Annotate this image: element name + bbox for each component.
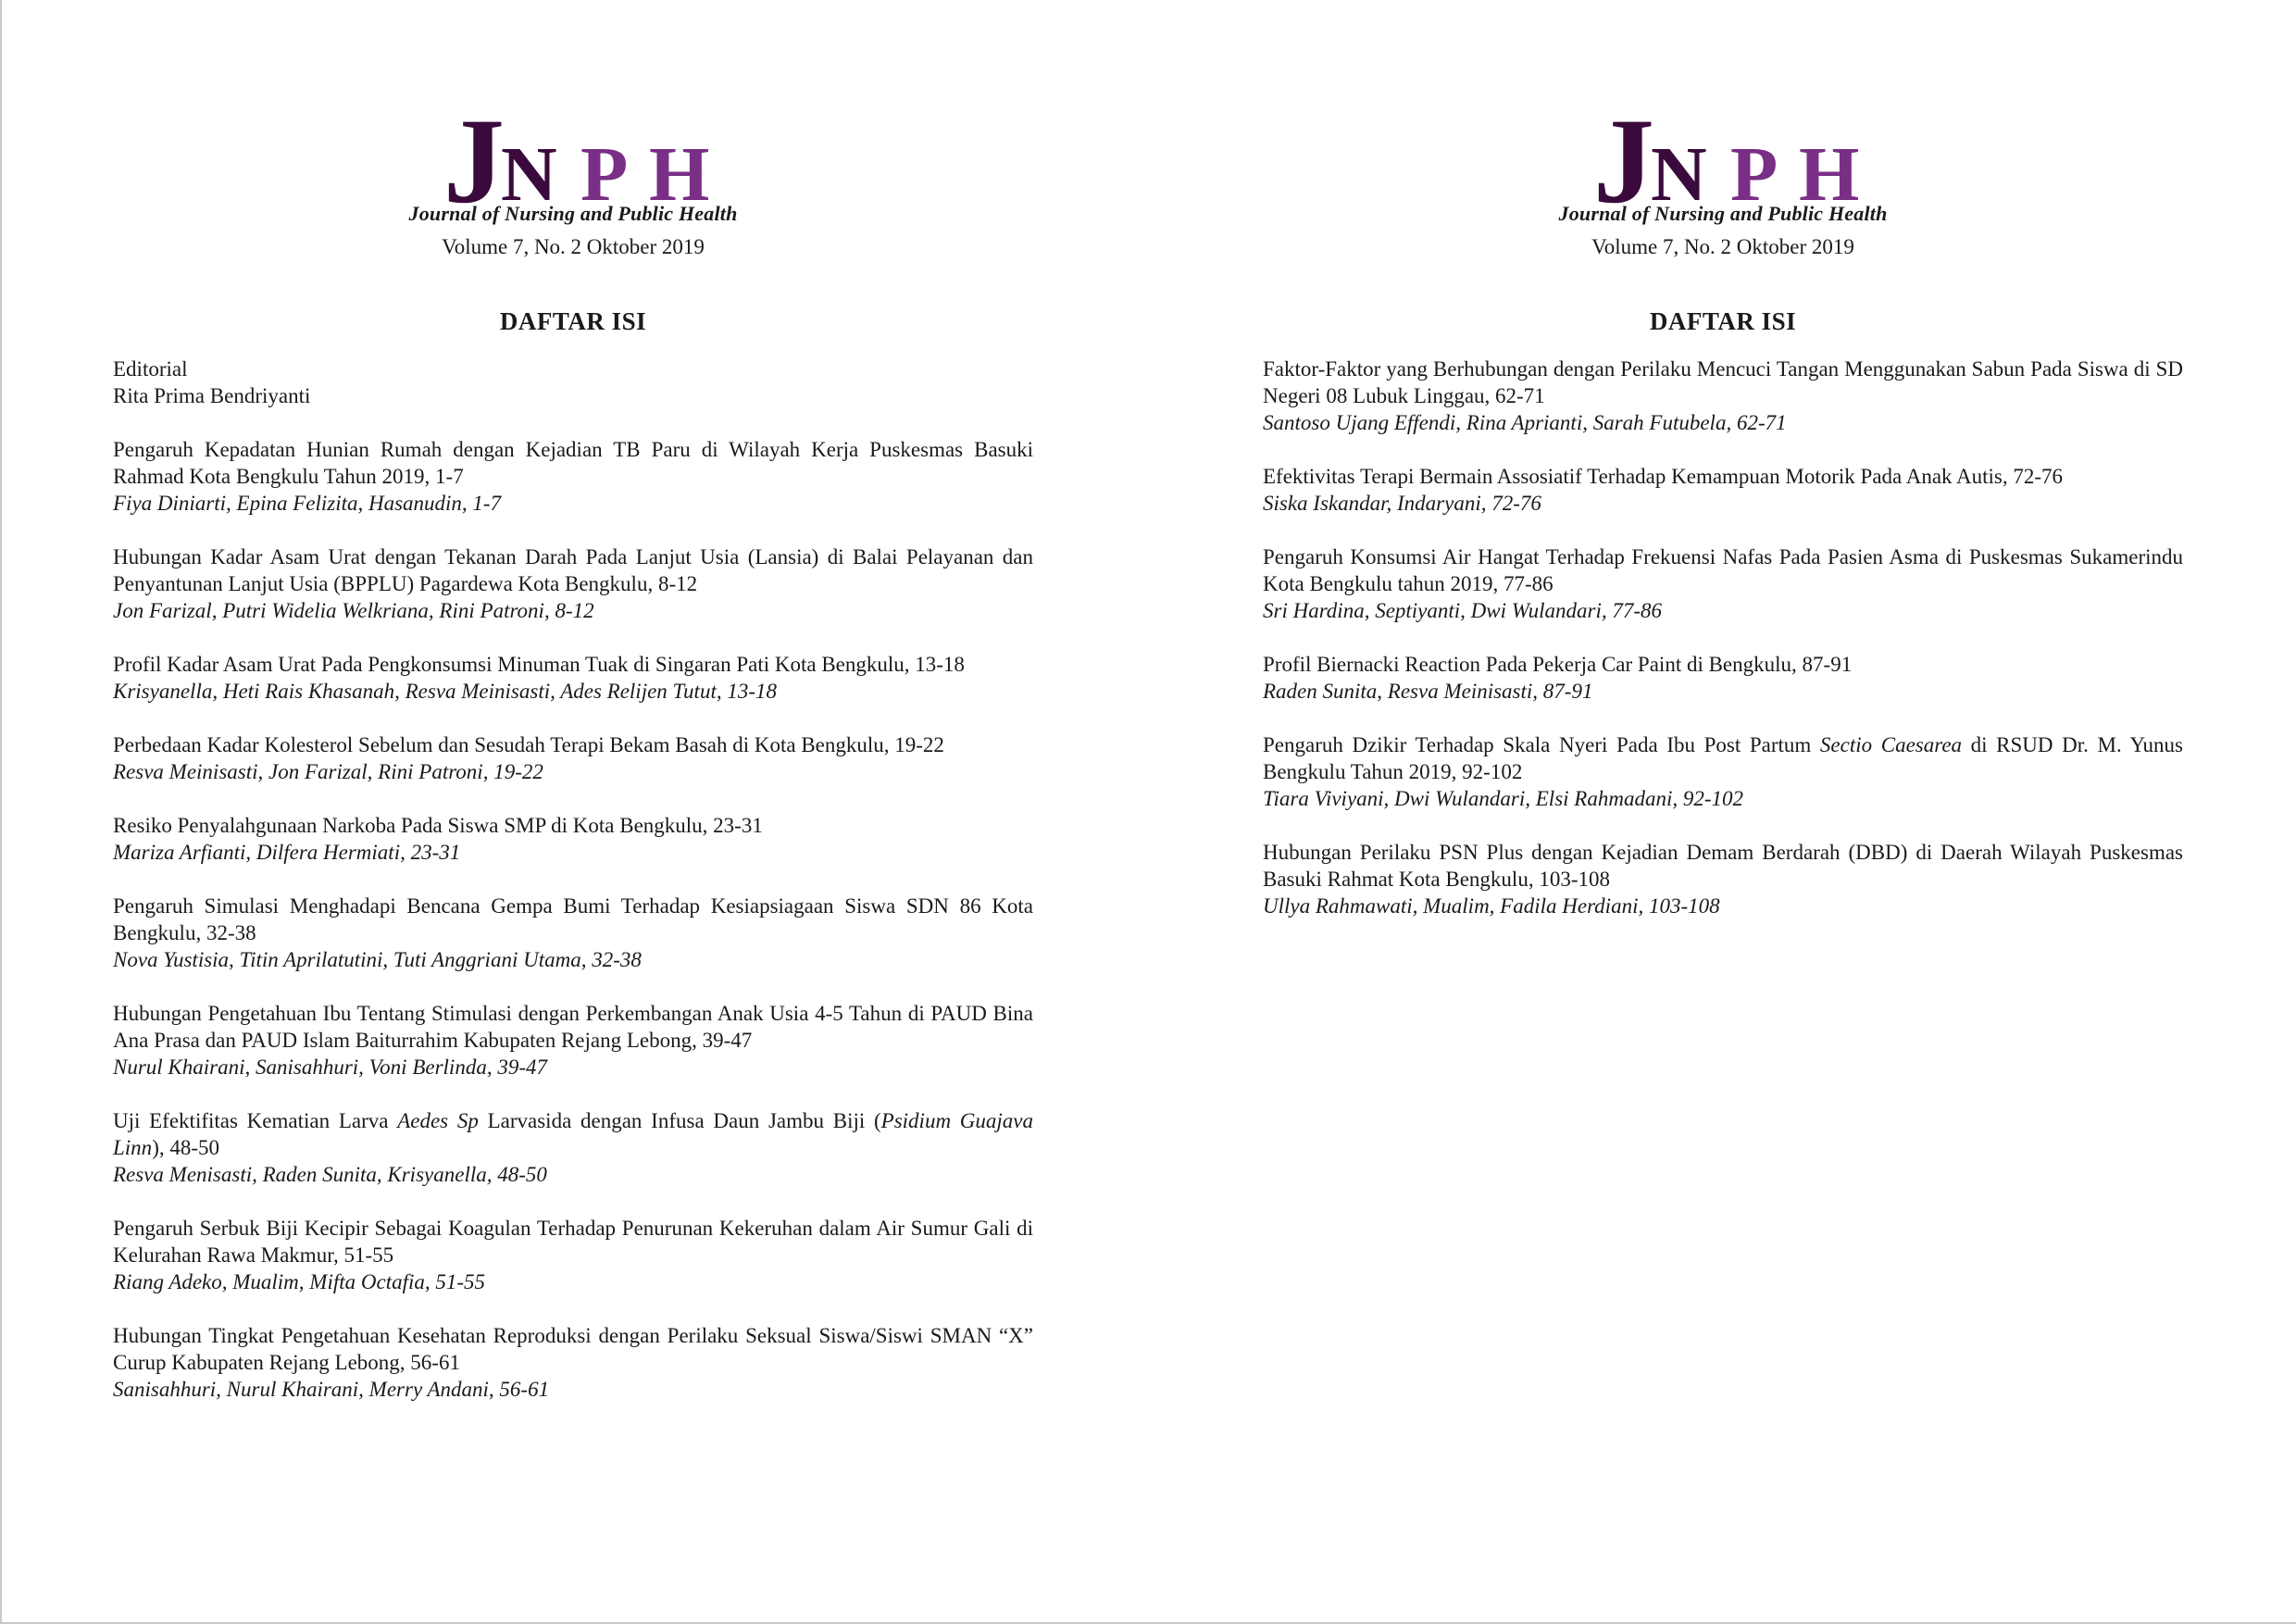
article-authors: Resva Meinisasti, Jon Farizal, Rini Patroni, 19-22 [113,760,543,783]
article-title: Editorial [113,357,188,381]
article-title [1263,731,2183,785]
article-authors: Nurul Khairani, Sanisahhuri, Voni Berlinda, 39-47 [113,1056,547,1079]
article-title: Hubungan Perilaku PSN Plus dengan Kejadian Demam Berdarah (DBD) di Daerah Wilayah Puskesmas Basuki Rahmat Kota Bengkulu, 103-108 [1263,841,2183,891]
masthead [1263,111,2183,269]
journal-name: Journal of Nursing and Public Health [408,202,738,225]
masthead [113,111,1033,269]
toc-entry [1263,463,2183,517]
toc-title: DAFTAR ISI [499,307,647,335]
article-authors: Mariza Arfianti, Dilfera Hermiati, 23-31 [113,841,461,864]
toc-entry [113,731,1033,785]
toc-entry [1263,356,2183,436]
left-page [113,0,1033,1624]
article-title: Faktor-Faktor yang Berhubungan dengan Perilaku Mencuci Tangan Menggunakan Sabun Pada Siswa di SD Negeri 08 Lubuk Linggau, 62-71 [1263,357,2183,407]
article-authors: Sri Hardina, Septiyanti, Dwi Wulandari, 77-86 [1263,599,1663,622]
scientific-name: Sectio Caesarea [1819,733,1963,756]
toc-entry [113,812,1033,866]
toc-list-right [1263,356,2183,946]
svg-text:J: J [443,111,505,213]
title-text: ), 48-50 [152,1136,220,1159]
toc-entry [1263,651,2183,705]
article-title: Pengaruh Simulasi Menghadapi Bencana Gempa Bumi Terhadap Kesiapsiagaan Siswa SDN 86 Kota Bengkulu, 32-38 [113,894,1033,944]
svg-text:J: J [1593,111,1654,213]
journal-logo [1510,111,1936,269]
article-title: Profil Kadar Asam Urat Pada Pengkonsumsi Minuman Tuak di Singaran Pati Kota Bengkulu, 13-18 [113,653,965,676]
article-authors: Krisyanella, Heti Rais Khasanah, Resva Meinisasti, Ades Relijen Tutut, 13-18 [113,680,777,703]
article-authors: Jon Farizal, Putri Widelia Welkriana, Rini Patroni, 8-12 [113,599,594,622]
article-title: Pengaruh Kepadatan Hunian Rumah dengan Kejadian TB Paru di Wilayah Kerja Puskesmas Basuki Rahmad Kota Bengkulu Tahun 2019, 1-7 [113,438,1033,488]
article-authors: Raden Sunita, Resva Meinisasti, 87-91 [1263,680,1593,703]
article-authors: Riang Adeko, Mualim, Mifta Octafia, 51-55 [113,1270,486,1293]
toc-entry [113,543,1033,624]
article-title: Profil Biernacki Reaction Pada Pekerja Car Paint di Bengkulu, 87-91 [1263,653,1853,676]
journal-logo [360,111,786,269]
right-page [1263,0,2183,1624]
svg-text:P: P [580,131,629,213]
article-authors: Sanisahhuri, Nurul Khairani, Merry Andani, 56-61 [113,1378,550,1401]
svg-text:N: N [1651,131,1707,213]
toc-entry [113,436,1033,517]
toc-entry [113,1322,1033,1403]
volume-info: Volume 7, No. 2 Oktober 2019 [1591,235,1854,258]
article-authors: Ullya Rahmawati, Mualim, Fadila Herdiani, 103-108 [1263,894,1720,918]
journal-name: Journal of Nursing and Public Health [1558,202,1888,225]
article-title: Perbedaan Kadar Kolesterol Sebelum dan Sesudah Terapi Bekam Basah di Kota Bengkulu, 19-22 [113,733,944,756]
title-text: di RSUD Dr. M. Yunus Bengkulu Tahun 2019, 92-102 [1263,733,2183,783]
article-title: Resiko Penyalahgunaan Narkoba Pada Siswa SMP di Kota Bengkulu, 23-31 [113,814,763,837]
toc-entry [113,1000,1033,1081]
svg-text:N: N [501,131,557,213]
toc-list-left [113,356,1033,1430]
article-title: Pengaruh Konsumsi Air Hangat Terhadap Frekuensi Nafas Pada Pasien Asma di Puskesmas Sukamerindu Kota Bengkulu tahun 2019, 77-86 [1263,545,2183,595]
article-title [113,1107,1033,1161]
svg-text:H: H [649,131,710,213]
toc-entry [113,1215,1033,1295]
jnph-logo-icon [416,111,749,213]
title-text: Larvasida dengan Infusa Daun Jambu Biji ( [478,1109,881,1132]
scientific-name: Psidium Guajava Linn [113,1109,1034,1159]
article-authors: Siska Iskandar, Indaryani, 72-76 [1263,492,1541,515]
title-text: Pengaruh Dzikir Terhadap Skala Nyeri Pada Ibu Post Partum [1263,733,1820,756]
article-authors: Santoso Ujang Effendi, Rina Aprianti, Sarah Futubela, 62-71 [1263,411,1787,434]
article-authors: Resva Menisasti, Raden Sunita, Krisyanella, 48-50 [113,1163,547,1186]
article-title: Hubungan Kadar Asam Urat dengan Tekanan Darah Pada Lanjut Usia (Lansia) di Balai Pelayanan dan Penyantunan Lanjut Usia (BPPLU) Pagardewa Kota Bengkulu, 8-12 [113,545,1033,595]
toc-title: DAFTAR ISI [1649,307,1797,335]
article-title: Hubungan Tingkat Pengetahuan Kesehatan Reproduksi dengan Perilaku Seksual Siswa/Siswi SMAN “X” Curup Kabupaten Rejang Lebong, 56-61 [113,1324,1033,1374]
toc-entry [1263,839,2183,919]
svg-text:H: H [1799,131,1860,213]
toc-entry [113,893,1033,973]
toc-entry [1263,731,2183,812]
article-authors: Tiara Viviyani, Dwi Wulandari, Elsi Rahmadani, 92-102 [1263,787,1743,810]
jnph-logo-icon [1566,111,1899,213]
toc-entry [113,1107,1033,1188]
article-title: Efektivitas Terapi Bermain Assosiatif Terhadap Kemampuan Motorik Pada Anak Autis, 72-76 [1263,465,2064,488]
scientific-name: Aedes Sp [397,1109,479,1132]
article-title: Pengaruh Serbuk Biji Kecipir Sebagai Koagulan Terhadap Penurunan Kekeruhan dalam Air Sumur Gali di Kelurahan Rawa Makmur, 51-55 [113,1217,1033,1267]
editor-name: Rita Prima Bendriyanti [113,384,311,407]
toc-entry [1263,543,2183,624]
volume-info: Volume 7, No. 2 Oktober 2019 [442,235,705,258]
svg-text:P: P [1730,131,1778,213]
title-text: Uji Efektifitas Kematian Larva [113,1109,398,1132]
article-authors: Nova Yustisia, Titin Aprilatutini, Tuti Anggriani Utama, 32-38 [113,948,642,971]
toc-entry [113,356,1033,409]
article-authors: Fiya Diniarti, Epina Felizita, Hasanudin, 1-7 [113,492,502,515]
toc-entry [113,651,1033,705]
article-title: Hubungan Pengetahuan Ibu Tentang Stimulasi dengan Perkembangan Anak Usia 4-5 Tahun di PAUD Bina Ana Prasa dan PAUD Islam Baiturrahim Kabupaten Rejang Lebong, 39-47 [113,1002,1033,1052]
